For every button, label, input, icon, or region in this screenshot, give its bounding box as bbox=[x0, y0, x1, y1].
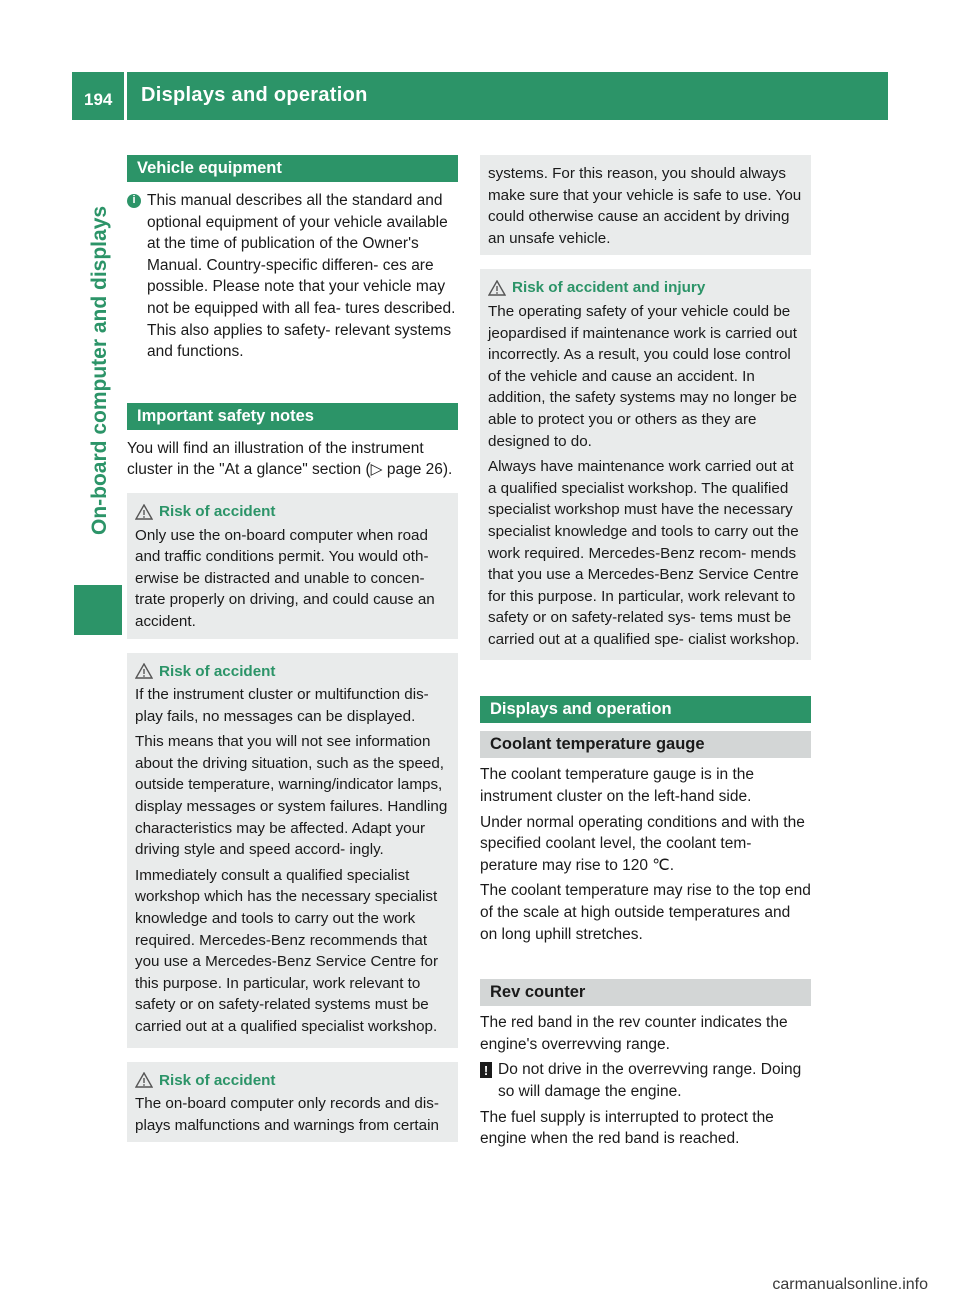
info-note bbox=[127, 190, 458, 363]
warning-triangle-icon bbox=[488, 280, 506, 296]
warning-text: Only use the on-board computer when road and traffic conditions permit. You would oth- erwise be distracted and unable to concen- trate properly on driving, and could cause an accident. bbox=[135, 526, 435, 630]
warning-text: The on-board computer only records and dis- plays malfunctions and warnings from certain bbox=[135, 1095, 439, 1134]
warning-box bbox=[127, 1062, 458, 1143]
subsection-heading: Coolant temperature gauge bbox=[480, 731, 811, 758]
warning-box bbox=[127, 653, 458, 1048]
warning-title bbox=[135, 1070, 450, 1092]
section-heading: Displays and operation bbox=[480, 696, 811, 723]
warning-title-text: Risk of accident bbox=[159, 662, 276, 680]
header-divider bbox=[124, 72, 127, 120]
warning-title bbox=[135, 661, 450, 683]
paragraph: The red band in the rev counter indicates the engine's overrevving range. bbox=[480, 1014, 788, 1053]
paragraph: Under normal operating conditions and with the specified coolant level, the coolant tem- perature may rise to 120 ℃. bbox=[480, 813, 805, 874]
caution-note bbox=[480, 1059, 811, 1102]
section-heading: Vehicle equipment bbox=[127, 155, 458, 182]
paragraph: You will find an illustration of the instrument cluster in the "At a glance" section (▷ page 26). bbox=[127, 439, 453, 479]
warning-box bbox=[480, 269, 811, 660]
page-number: 194 bbox=[84, 90, 113, 109]
warning-text: systems. For this reason, you should always make sure that your vehicle is safe to use. You could otherwise cause an accident by driving an unsafe vehicle. bbox=[488, 165, 802, 247]
warning-text: Always have maintenance work carried out at a qualified specialist workshop. The qualified specialist workshop must have the necessary specialist knowledge and tools to carry out the work required. Mercedes-Benz recom- mends that you use a Mercedes-Benz Service Centre for this purpose. In particular, work relevant to safety or on safety-related sys- tems must be carried out at a qualified spe- cialist workshop. bbox=[488, 458, 800, 648]
page-title: Displays and operation bbox=[141, 84, 368, 106]
warning-triangle-icon bbox=[135, 1072, 153, 1088]
left-column bbox=[127, 155, 458, 1142]
exclamation-icon: ! bbox=[480, 1062, 492, 1078]
warning-box-continued bbox=[480, 155, 811, 255]
warning-text: Immediately consult a qualified specialist workshop which has the necessary specialist knowledge and tools to carry out the work required. Mercedes-Benz recommends that you use a Mercedes-Benz Service Centre for this purpose. In particular, work relevant to safety or on safety-related systems must be carried out at a qualified specialist workshop. bbox=[135, 866, 439, 1035]
warning-title-text: Risk of accident bbox=[159, 1071, 276, 1089]
info-icon: i bbox=[127, 194, 141, 208]
warning-title-text: Risk of accident and injury bbox=[512, 279, 706, 297]
caution-note-text: Do not drive in the overrevving range. Doing so will damage the engine. bbox=[498, 1061, 802, 1100]
warning-text: This means that you will not see information about the driving situation, such as the speed, outside temperature, warning/indicator lamps, display messages or system failures. Handling characteristics may be affected. Adapt your driving style and speed accord- ingly. bbox=[135, 733, 448, 859]
warning-box bbox=[127, 493, 458, 639]
warning-title-text: Risk of accident bbox=[159, 502, 276, 520]
info-note-text: This manual describes all the standard and optional equipment of your vehicle available at the time of publication of the Owner's Manual. Country-specific differen- ces are possible. Please note that your vehicle may not be equipped with all fea- tures described. This also applies to safety- relevant systems and functions. bbox=[147, 192, 456, 361]
paragraph: The coolant temperature may rise to the top end of the scale at high outside temperatures and on long uphill stretches. bbox=[480, 882, 811, 943]
paragraph: The fuel supply is interrupted to protect the engine when the red band is reached. bbox=[480, 1108, 774, 1148]
warning-triangle-icon bbox=[135, 504, 153, 520]
side-tab-label: On-board computer and displays bbox=[88, 205, 111, 535]
warning-title bbox=[135, 501, 450, 523]
warning-text: If the instrument cluster or multifunction dis- play fails, no messages can be displayed. bbox=[135, 686, 429, 725]
warning-text: The operating safety of your vehicle could be jeopardised if maintenance work is carried out incorrectly. As a result, you could lose control of the vehicle and cause an accident. In addition, the safety systems may no longer be able to protect you or others as they are designed to do. bbox=[488, 302, 797, 450]
paragraph: The coolant temperature gauge is in the instrument cluster on the left-hand side. bbox=[480, 766, 755, 806]
section-heading: Important safety notes bbox=[127, 403, 458, 430]
warning-triangle-icon bbox=[135, 663, 153, 679]
subsection-heading: Rev counter bbox=[480, 979, 811, 1006]
side-tab-marker bbox=[74, 585, 122, 635]
warning-title bbox=[488, 277, 803, 299]
watermark: carmanualsonline.info bbox=[772, 1276, 928, 1293]
right-column bbox=[480, 155, 811, 1154]
